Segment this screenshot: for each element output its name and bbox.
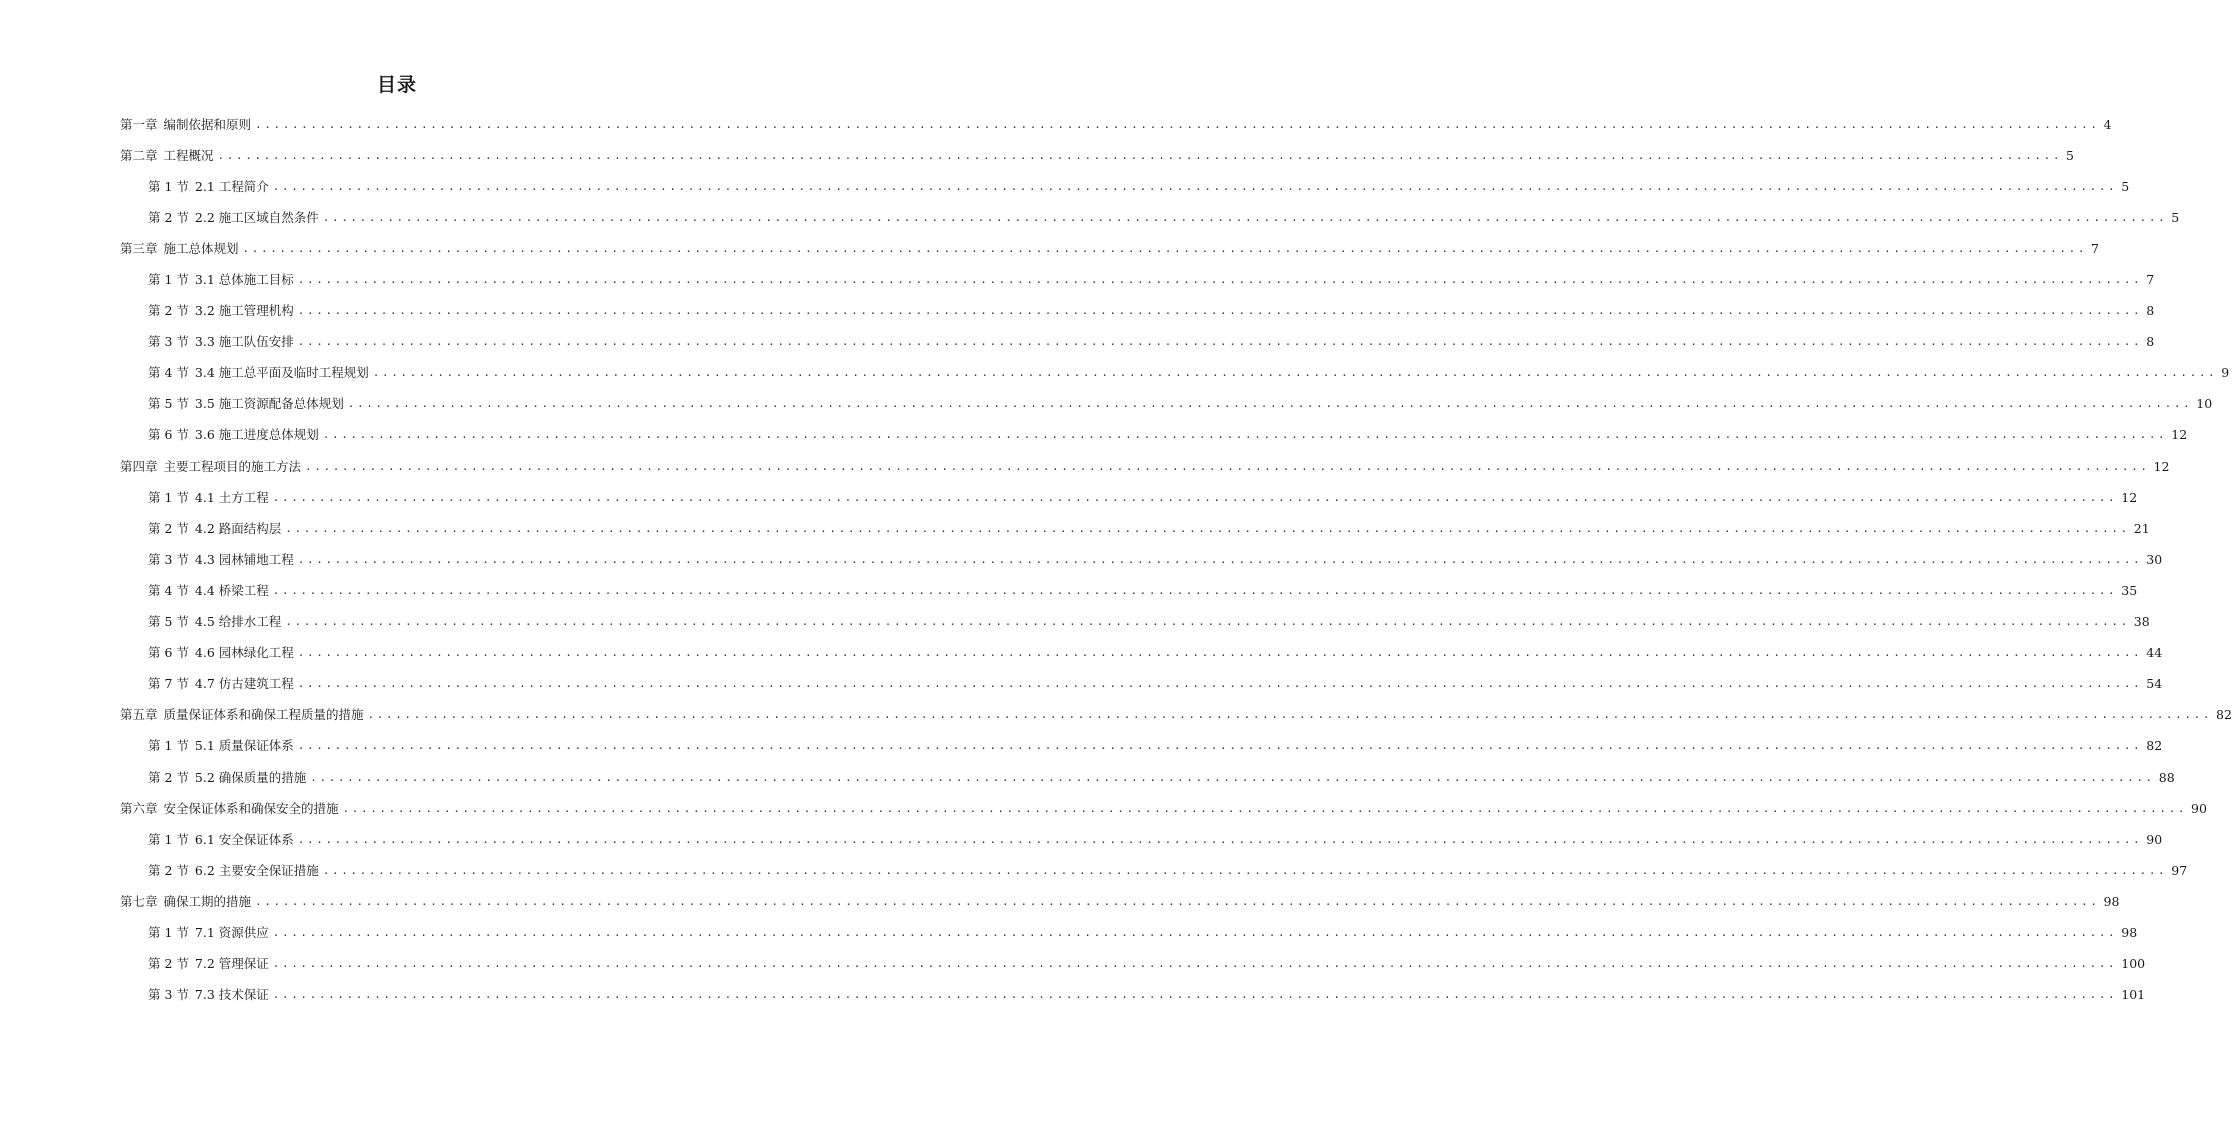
toc-entry-text: 工程概况	[163, 147, 214, 163]
toc-page-number: 30	[2146, 551, 2163, 567]
toc-entry-prefix: 第 3 节	[148, 334, 189, 350]
toc-page-number: 38	[2133, 614, 2150, 630]
toc-section-entry[interactable]	[148, 420, 2188, 451]
toc-entry-label	[148, 552, 294, 568]
toc-section-entry[interactable]	[148, 731, 2163, 762]
toc-entry-text: 6.2 主要安全保证措施	[194, 862, 319, 878]
toc-chapter-entry[interactable]	[120, 140, 2074, 171]
toc-entry-prefix: 第 2 节	[148, 862, 189, 878]
toc-entry-prefix: 第三章	[120, 240, 158, 256]
toc-entry-prefix: 第 7 节	[148, 676, 189, 692]
toc-entry-label	[148, 521, 281, 537]
toc-entry-text: 3.2 施工管理机构	[194, 303, 294, 319]
toc-page-number: 7	[2146, 272, 2155, 288]
toc-page-number: 88	[2158, 769, 2175, 785]
toc-dot-leader: ........................................................................................................................................................................................................	[272, 957, 2118, 971]
toc-dot-leader: ........................................................................................................................................................................................................	[255, 894, 2100, 908]
toc-section-entry[interactable]	[148, 389, 2213, 420]
toc-section-entry[interactable]	[148, 980, 2146, 1011]
toc-chapter-entry[interactable]	[120, 109, 2112, 140]
toc-page-number: 44	[2146, 645, 2163, 661]
toc-entry-prefix: 第 1 节	[148, 924, 189, 940]
toc-dot-leader: ........................................................................................................................................................................................................	[285, 615, 2130, 629]
toc-entry-text: 3.1 总体施工目标	[194, 272, 294, 288]
toc-dot-leader: ........................................................................................................................................................................................................	[305, 459, 2150, 473]
toc-entry-label	[120, 459, 301, 475]
toc-entry-label	[148, 334, 294, 350]
toc-page-number: 21	[2133, 520, 2150, 536]
toc-title: 目录	[376, 74, 417, 96]
toc-entry-prefix: 第 2 节	[148, 520, 189, 536]
toc-entry-text: 6.1 安全保证体系	[194, 831, 294, 847]
toc-entry-text: 4.6 园林绿化工程	[194, 645, 294, 661]
toc-section-entry[interactable]	[148, 327, 2155, 358]
toc-dot-leader: ........................................................................................................................................................................................................	[372, 366, 2218, 380]
toc-entry-text: 确保工期的措施	[163, 893, 252, 909]
toc-page-number: 101	[2121, 987, 2146, 1003]
toc-entry-label	[148, 303, 294, 319]
toc-entry-text: 3.6 施工进度总体规划	[194, 427, 319, 443]
toc-entry-text: 5.2 确保质量的措施	[194, 769, 307, 785]
toc-entry-prefix: 第 1 节	[148, 831, 189, 847]
toc-entry-prefix: 第 4 节	[148, 365, 189, 381]
toc-entry-text: 4.7 仿古建筑工程	[194, 676, 294, 692]
toc-section-entry[interactable]	[148, 824, 2163, 855]
toc-dot-leader: ........................................................................................................................................................................................................	[217, 148, 2063, 162]
toc-entry-label	[148, 583, 269, 599]
toc-entry-prefix: 第七章	[120, 893, 158, 909]
toc-entry-text: 5.1 质量保证体系	[194, 738, 294, 754]
toc-page-number: 5	[2171, 209, 2180, 225]
toc-dot-leader: ........................................................................................................................................................................................................	[322, 428, 2168, 442]
toc-section-entry[interactable]	[148, 482, 2138, 513]
toc-section-entry[interactable]	[148, 855, 2188, 886]
toc-entry-label	[148, 738, 294, 754]
toc-entry-text: 编制依据和原则	[163, 116, 252, 132]
toc-entry-label	[148, 987, 269, 1003]
toc-dot-leader: ........................................................................................................................................................................................................	[347, 397, 2193, 411]
toc-page-number: 100	[2121, 956, 2146, 972]
toc-section-entry[interactable]	[148, 544, 2163, 575]
toc-entry-prefix: 第 1 节	[148, 178, 189, 194]
toc-page-number: 82	[2216, 707, 2232, 723]
toc-entry-prefix: 第 2 节	[148, 769, 189, 785]
toc-page-number: 90	[2146, 831, 2163, 847]
toc-section-entry[interactable]	[148, 762, 2175, 793]
toc-section-entry[interactable]	[148, 513, 2150, 544]
toc-section-entry[interactable]	[148, 669, 2163, 700]
toc-section-entry[interactable]	[148, 202, 2180, 233]
toc-entry-prefix: 第二章	[120, 147, 158, 163]
toc-entry-label	[120, 894, 251, 910]
toc-entry-text: 2.1 工程简介	[194, 178, 269, 194]
toc-entry-label	[148, 645, 294, 661]
toc-entry-label	[148, 676, 294, 692]
toc-entry-prefix: 第 3 节	[148, 551, 189, 567]
toc-chapter-entry[interactable]	[120, 233, 2099, 264]
toc-page-number: 12	[2121, 489, 2138, 505]
toc-entry-text: 安全保证体系和确保安全的措施	[163, 800, 339, 816]
toc-entry-text: 主要工程项目的施工方法	[163, 458, 302, 474]
toc-page-number: 98	[2121, 924, 2138, 940]
toc-entry-prefix: 第 1 节	[148, 489, 189, 505]
toc-entry-prefix: 第 6 节	[148, 427, 189, 443]
toc-section-entry[interactable]	[148, 264, 2155, 295]
toc-page-number: 98	[2103, 893, 2120, 909]
toc-dot-leader: ........................................................................................................................................................................................................	[297, 273, 2143, 287]
toc-chapter-entry[interactable]	[120, 451, 2170, 482]
toc-entry-label	[120, 707, 364, 723]
toc-dot-leader: ........................................................................................................................................................................................................	[272, 583, 2118, 597]
toc-dot-leader: ........................................................................................................................................................................................................	[297, 832, 2143, 846]
toc-entry-text: 4.1 土方工程	[194, 489, 269, 505]
toc-dot-leader: ........................................................................................................................................................................................................	[285, 521, 2130, 535]
toc-list	[0, 109, 2232, 1011]
toc-page-number: 12	[2153, 458, 2170, 474]
toc-entry-label	[120, 241, 239, 257]
toc-section-entry[interactable]	[148, 607, 2150, 638]
toc-chapter-entry[interactable]	[120, 793, 2207, 824]
toc-dot-leader: ........................................................................................................................................................................................................	[297, 739, 2143, 753]
toc-entry-text: 7.1 资源供应	[194, 924, 269, 940]
toc-page-number: 97	[2171, 862, 2188, 878]
toc-dot-leader: ........................................................................................................................................................................................................	[272, 925, 2118, 939]
toc-page-number: 8	[2146, 303, 2155, 319]
toc-dot-leader: ........................................................................................................................................................................................................	[297, 335, 2143, 349]
toc-dot-leader: ........................................................................................................................................................................................................	[255, 117, 2100, 131]
toc-entry-label	[148, 179, 269, 195]
toc-entry-prefix: 第四章	[120, 458, 158, 474]
toc-page-number: 12	[2171, 427, 2188, 443]
toc-entry-prefix: 第 5 节	[148, 396, 189, 412]
toc-page-number: 7	[2091, 240, 2099, 256]
toc-entry-text: 3.4 施工总平面及临时工程规划	[194, 365, 369, 381]
toc-dot-leader: ........................................................................................................................................................................................................	[322, 863, 2168, 877]
toc-chapter-entry[interactable]	[120, 700, 2232, 731]
toc-dot-leader: ........................................................................................................................................................................................................	[297, 677, 2143, 691]
toc-entry-label	[148, 210, 319, 226]
toc-entry-prefix: 第 2 节	[148, 956, 189, 972]
toc-entry-prefix: 第六章	[120, 800, 158, 816]
toc-entry-prefix: 第 4 节	[148, 582, 189, 598]
toc-chapter-entry[interactable]	[120, 886, 2120, 917]
toc-dot-leader: ........................................................................................................................................................................................................	[310, 770, 2155, 784]
toc-dot-leader: ........................................................................................................................................................................................................	[297, 646, 2143, 660]
toc-entry-label	[148, 396, 344, 412]
toc-entry-label	[148, 614, 281, 630]
toc-page-number: 5	[2066, 147, 2074, 163]
toc-entry-prefix: 第 2 节	[148, 209, 189, 225]
toc-entry-text: 4.5 给排水工程	[194, 614, 282, 630]
toc-section-entry[interactable]	[148, 575, 2138, 606]
toc-entry-text: 3.3 施工队伍安排	[194, 334, 294, 350]
toc-entry-label	[148, 365, 369, 381]
toc-entry-label	[148, 956, 269, 972]
toc-dot-leader: ........................................................................................................................................................................................................	[342, 801, 2188, 815]
toc-dot-leader: ........................................................................................................................................................................................................	[367, 708, 2213, 722]
toc-page-number: 35	[2121, 582, 2138, 598]
toc-entry-label	[148, 863, 319, 879]
toc-entry-prefix: 第五章	[120, 707, 158, 723]
toc-page-number: 54	[2146, 676, 2163, 692]
toc-dot-leader: ........................................................................................................................................................................................................	[272, 988, 2118, 1002]
toc-section-entry[interactable]	[148, 917, 2138, 948]
toc-page-number: 9	[2221, 365, 2230, 381]
toc-section-entry[interactable]	[148, 638, 2163, 669]
toc-page-number: 10	[2196, 396, 2213, 412]
toc-dot-leader: ........................................................................................................................................................................................................	[272, 179, 2118, 193]
toc-entry-text: 质量保证体系和确保工程质量的措施	[163, 707, 364, 723]
toc-page-number: 82	[2146, 738, 2163, 754]
toc-entry-prefix: 第 2 节	[148, 303, 189, 319]
toc-entry-text: 7.3 技术保证	[194, 987, 269, 1003]
toc-dot-leader: ........................................................................................................................................................................................................	[272, 490, 2118, 504]
toc-section-entry[interactable]	[148, 358, 2230, 389]
toc-entry-label	[148, 832, 294, 848]
toc-dot-leader: ........................................................................................................................................................................................................	[242, 241, 2088, 255]
toc-dot-leader: ........................................................................................................................................................................................................	[297, 552, 2143, 566]
toc-entry-label	[148, 925, 269, 941]
toc-entry-text: 2.2 施工区域自然条件	[194, 209, 319, 225]
toc-entry-text: 7.2 管理保证	[194, 956, 269, 972]
toc-entry-label	[148, 490, 269, 506]
toc-entry-prefix: 第 1 节	[148, 272, 189, 288]
toc-entry-label	[148, 272, 294, 288]
toc-section-entry[interactable]	[148, 171, 2130, 202]
toc-entry-label	[148, 427, 319, 443]
toc-entry-text: 4.3 园林铺地工程	[194, 551, 294, 567]
toc-entry-text: 4.4 桥梁工程	[194, 582, 269, 598]
toc-entry-label	[120, 117, 251, 133]
toc-entry-prefix: 第 5 节	[148, 614, 189, 630]
toc-page-number: 90	[2191, 800, 2207, 816]
toc-entry-prefix: 第 1 节	[148, 738, 189, 754]
toc-entry-label	[148, 770, 306, 786]
toc-entry-prefix: 第一章	[120, 116, 158, 132]
toc-dot-leader: ........................................................................................................................................................................................................	[297, 304, 2143, 318]
toc-page-number: 8	[2146, 334, 2155, 350]
toc-section-entry[interactable]	[148, 296, 2155, 327]
toc-entry-prefix: 第 3 节	[148, 987, 189, 1003]
toc-page-number: 5	[2121, 178, 2130, 194]
toc-entry-label	[120, 801, 339, 817]
toc-entry-text: 3.5 施工资源配备总体规划	[194, 396, 344, 412]
toc-entry-text: 4.2 路面结构层	[194, 520, 282, 536]
toc-page-number: 4	[2103, 116, 2112, 132]
toc-entry-prefix: 第 6 节	[148, 645, 189, 661]
toc-section-entry[interactable]	[148, 949, 2146, 980]
toc-entry-label	[120, 148, 214, 164]
toc-entry-text: 施工总体规划	[163, 240, 239, 256]
toc-dot-leader: ........................................................................................................................................................................................................	[322, 210, 2168, 224]
